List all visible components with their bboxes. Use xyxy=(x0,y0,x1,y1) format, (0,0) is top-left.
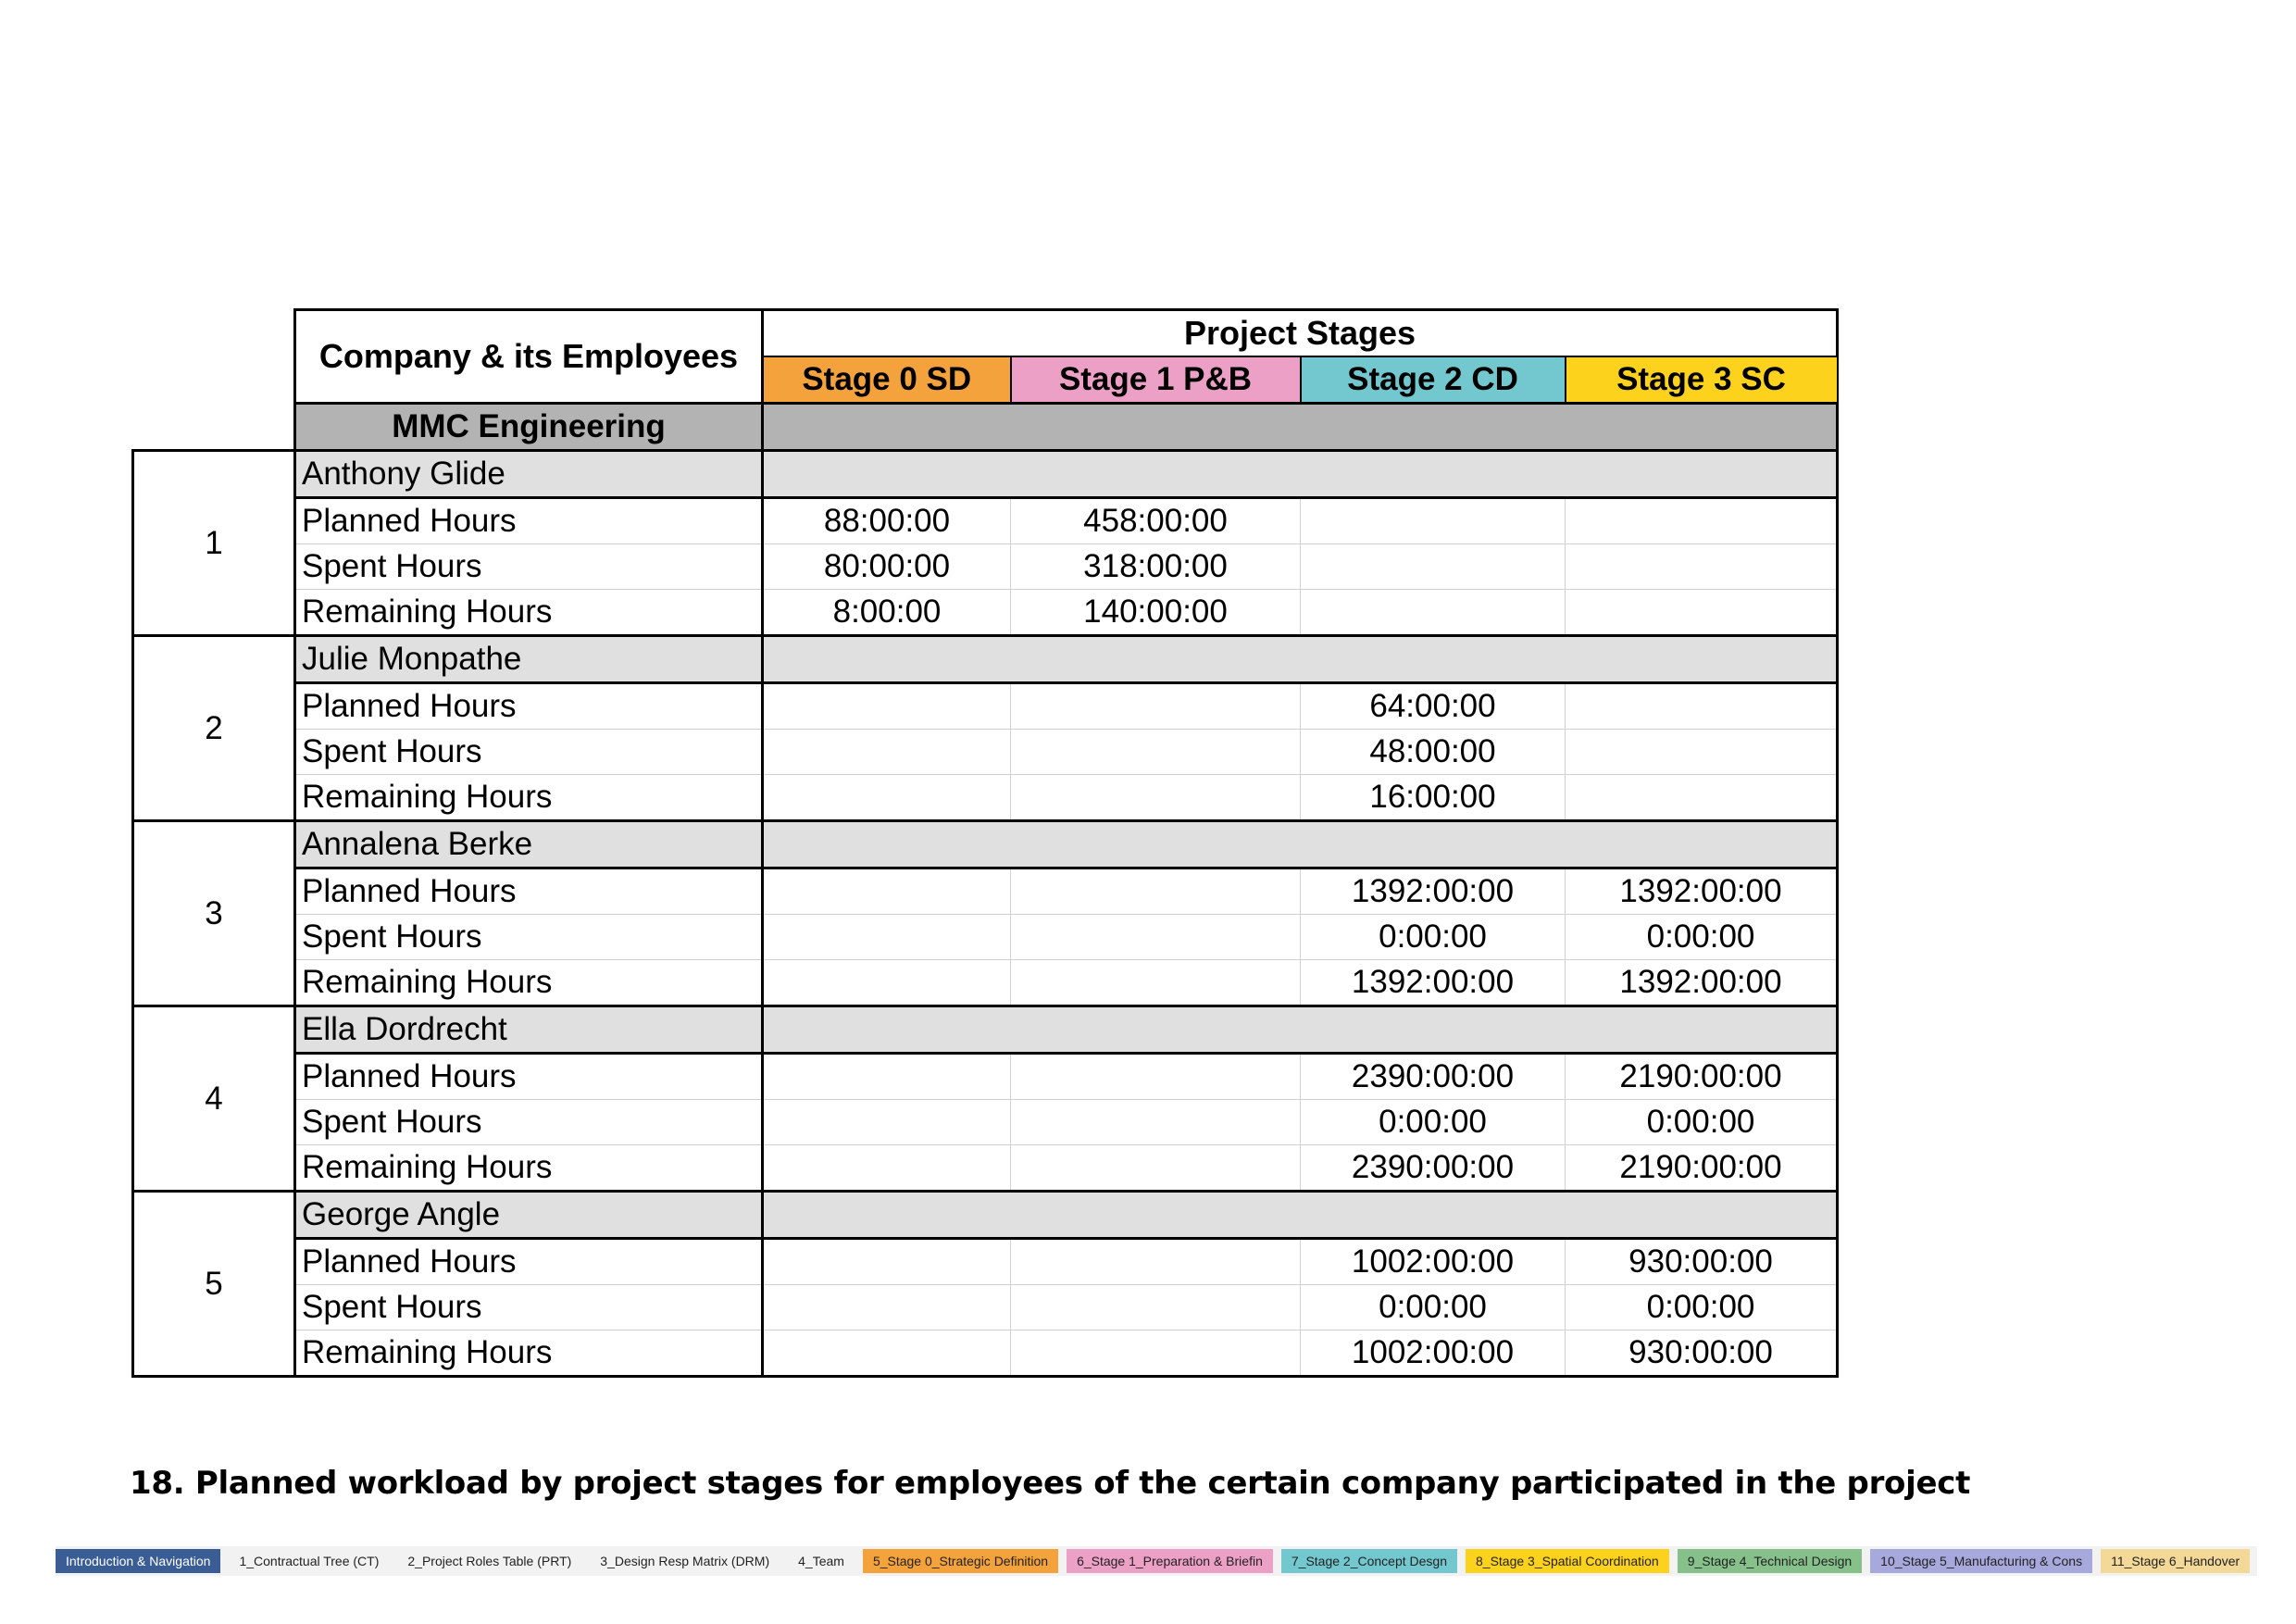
figure-caption: 18. Planned workload by project stages for employees of the certain company participated in the project xyxy=(130,1465,1971,1502)
employee-row-fill xyxy=(763,1006,1838,1054)
hours-cell[interactable] xyxy=(1011,730,1301,775)
hours-cell[interactable]: 80:00:00 xyxy=(763,544,1011,590)
hours-cell[interactable] xyxy=(763,1285,1011,1330)
hours-label: Remaining Hours xyxy=(295,1330,763,1377)
hours-label: Spent Hours xyxy=(295,544,763,590)
hours-cell[interactable]: 1392:00:00 xyxy=(1301,868,1566,915)
hours-cell[interactable]: 8:00:00 xyxy=(763,590,1011,636)
hours-cell[interactable]: 930:00:00 xyxy=(1566,1239,1838,1285)
employee-number: 1 xyxy=(133,451,295,636)
hours-cell[interactable]: 1392:00:00 xyxy=(1566,960,1838,1006)
employee-number: 4 xyxy=(133,1006,295,1192)
employee-number: 3 xyxy=(133,821,295,1006)
hours-cell[interactable] xyxy=(1566,775,1838,821)
hours-cell[interactable] xyxy=(1011,868,1301,915)
hours-label: Remaining Hours xyxy=(295,960,763,1006)
sheet-tab-3[interactable]: 3_Design Resp Matrix (DRM) xyxy=(590,1549,780,1573)
hours-cell[interactable]: 458:00:00 xyxy=(1011,498,1301,544)
hours-label: Planned Hours xyxy=(295,1239,763,1285)
hours-row xyxy=(133,1145,1838,1192)
hours-cell[interactable] xyxy=(763,868,1011,915)
hours-cell[interactable] xyxy=(1301,498,1566,544)
hours-cell[interactable] xyxy=(1301,544,1566,590)
hours-cell[interactable]: 0:00:00 xyxy=(1301,1285,1566,1330)
hours-row xyxy=(133,683,1838,730)
company-name: MMC Engineering xyxy=(295,404,763,451)
hours-cell[interactable]: 1392:00:00 xyxy=(1566,868,1838,915)
hours-cell[interactable]: 140:00:00 xyxy=(1011,590,1301,636)
hours-cell[interactable] xyxy=(1011,683,1301,730)
workload-table xyxy=(131,308,1839,1378)
sheet-tab-4[interactable]: 4_Team xyxy=(788,1549,855,1573)
hours-cell[interactable] xyxy=(1011,1285,1301,1330)
hours-cell[interactable] xyxy=(763,1054,1011,1100)
hours-cell[interactable] xyxy=(1011,1145,1301,1192)
hours-cell[interactable] xyxy=(763,730,1011,775)
hours-cell[interactable] xyxy=(763,960,1011,1006)
company-employees-header: Company & its Employees xyxy=(295,310,763,404)
hours-label: Spent Hours xyxy=(295,1285,763,1330)
hours-cell[interactable]: 64:00:00 xyxy=(1301,683,1566,730)
employee-name: Julie Monpathe xyxy=(295,636,763,683)
hours-cell[interactable]: 2190:00:00 xyxy=(1566,1145,1838,1192)
sheet-tab-7[interactable]: 7_Stage 2_Concept Desgn xyxy=(1281,1549,1457,1573)
sheet-tab-10[interactable]: 10_Stage 5_Manufacturing & Cons xyxy=(1870,1549,2092,1573)
hours-cell[interactable]: 930:00:00 xyxy=(1566,1330,1838,1377)
hours-label: Spent Hours xyxy=(295,1100,763,1145)
employee-name: George Angle xyxy=(295,1192,763,1239)
hours-cell[interactable]: 0:00:00 xyxy=(1301,915,1566,960)
hours-cell[interactable] xyxy=(1011,1054,1301,1100)
hours-row xyxy=(133,915,1838,960)
hours-cell[interactable]: 16:00:00 xyxy=(1301,775,1566,821)
hours-cell[interactable] xyxy=(1566,544,1838,590)
hours-cell[interactable]: 0:00:00 xyxy=(1566,1100,1838,1145)
hours-row xyxy=(133,1100,1838,1145)
hours-label: Planned Hours xyxy=(295,1054,763,1100)
hours-cell[interactable]: 48:00:00 xyxy=(1301,730,1566,775)
hours-label: Planned Hours xyxy=(295,498,763,544)
employee-name: Anthony Glide xyxy=(295,451,763,498)
hours-row xyxy=(133,775,1838,821)
hours-cell[interactable]: 2190:00:00 xyxy=(1566,1054,1838,1100)
hours-row xyxy=(133,1239,1838,1285)
hours-cell[interactable]: 2390:00:00 xyxy=(1301,1145,1566,1192)
hours-cell[interactable] xyxy=(763,683,1011,730)
hours-cell[interactable] xyxy=(1301,590,1566,636)
hours-cell[interactable] xyxy=(763,1145,1011,1192)
hours-cell[interactable] xyxy=(1566,683,1838,730)
sheet-tab-11[interactable]: 11_Stage 6_Handover xyxy=(2101,1549,2250,1573)
sheet-tab-bar xyxy=(56,1546,2257,1576)
hours-row xyxy=(133,590,1838,636)
hours-cell[interactable] xyxy=(1011,1239,1301,1285)
hours-cell[interactable] xyxy=(763,1239,1011,1285)
hours-label: Remaining Hours xyxy=(295,590,763,636)
sheet-tab-8[interactable]: 8_Stage 3_Spatial Coordination xyxy=(1466,1549,1669,1573)
hours-cell[interactable] xyxy=(1566,590,1838,636)
employee-row-fill xyxy=(763,821,1838,868)
hours-row xyxy=(133,730,1838,775)
sheet-tab-5[interactable]: 5_Stage 0_Strategic Definition xyxy=(863,1549,1058,1573)
hours-cell[interactable] xyxy=(1011,960,1301,1006)
hours-cell[interactable] xyxy=(1566,730,1838,775)
hours-row xyxy=(133,498,1838,544)
hours-label: Spent Hours xyxy=(295,915,763,960)
hours-cell[interactable] xyxy=(763,775,1011,821)
hours-label: Planned Hours xyxy=(295,683,763,730)
hours-row xyxy=(133,868,1838,915)
hours-cell[interactable]: 1392:00:00 xyxy=(1301,960,1566,1006)
sheet-tab-0[interactable]: Introduction & Navigation xyxy=(56,1549,220,1573)
employee-name: Ella Dordrecht xyxy=(295,1006,763,1054)
hours-cell[interactable]: 318:00:00 xyxy=(1011,544,1301,590)
hours-cell[interactable] xyxy=(1011,775,1301,821)
hours-cell[interactable] xyxy=(763,915,1011,960)
hours-label: Remaining Hours xyxy=(295,775,763,821)
hours-cell[interactable]: 0:00:00 xyxy=(1566,1285,1838,1330)
sheet-tab-1[interactable]: 1_Contractual Tree (CT) xyxy=(229,1549,389,1573)
sheet-tab-9[interactable]: 9_Stage 4_Technical Design xyxy=(1678,1549,1862,1573)
hours-row xyxy=(133,1330,1838,1377)
sheet-tab-6[interactable]: 6_Stage 1_Preparation & Briefin xyxy=(1067,1549,1273,1573)
hours-cell[interactable] xyxy=(763,1330,1011,1377)
hours-cell[interactable]: 2390:00:00 xyxy=(1301,1054,1566,1100)
hours-row xyxy=(133,544,1838,590)
hours-cell[interactable] xyxy=(763,1100,1011,1145)
hours-cell[interactable]: 1002:00:00 xyxy=(1301,1239,1566,1285)
hours-label: Planned Hours xyxy=(295,868,763,915)
employee-row-fill xyxy=(763,636,1838,683)
hours-cell[interactable] xyxy=(1011,915,1301,960)
project-stages-header: Project Stages xyxy=(763,310,1838,357)
sheet-tab-2[interactable]: 2_Project Roles Table (PRT) xyxy=(397,1549,581,1573)
hours-cell[interactable]: 0:00:00 xyxy=(1566,915,1838,960)
hours-row xyxy=(133,1285,1838,1330)
hours-cell[interactable] xyxy=(1011,1100,1301,1145)
stage-header-2: Stage 2 CD xyxy=(1301,356,1566,404)
stage-header-0: Stage 0 SD xyxy=(763,356,1011,404)
hours-row xyxy=(133,1054,1838,1100)
hours-cell[interactable] xyxy=(1011,1330,1301,1377)
employee-row-fill xyxy=(763,1192,1838,1239)
hours-row xyxy=(133,960,1838,1006)
employee-number: 5 xyxy=(133,1192,295,1377)
employee-row-fill xyxy=(763,451,1838,498)
stage-header-3: Stage 3 SC xyxy=(1566,356,1838,404)
hours-label: Remaining Hours xyxy=(295,1145,763,1192)
hours-label: Spent Hours xyxy=(295,730,763,775)
hours-cell[interactable] xyxy=(1566,498,1838,544)
hours-cell[interactable]: 0:00:00 xyxy=(1301,1100,1566,1145)
hours-cell[interactable]: 88:00:00 xyxy=(763,498,1011,544)
employee-name: Annalena Berke xyxy=(295,821,763,868)
stage-header-1: Stage 1 P&B xyxy=(1011,356,1301,404)
hours-cell[interactable]: 1002:00:00 xyxy=(1301,1330,1566,1377)
company-row-fill xyxy=(763,404,1838,451)
employee-number: 2 xyxy=(133,636,295,821)
